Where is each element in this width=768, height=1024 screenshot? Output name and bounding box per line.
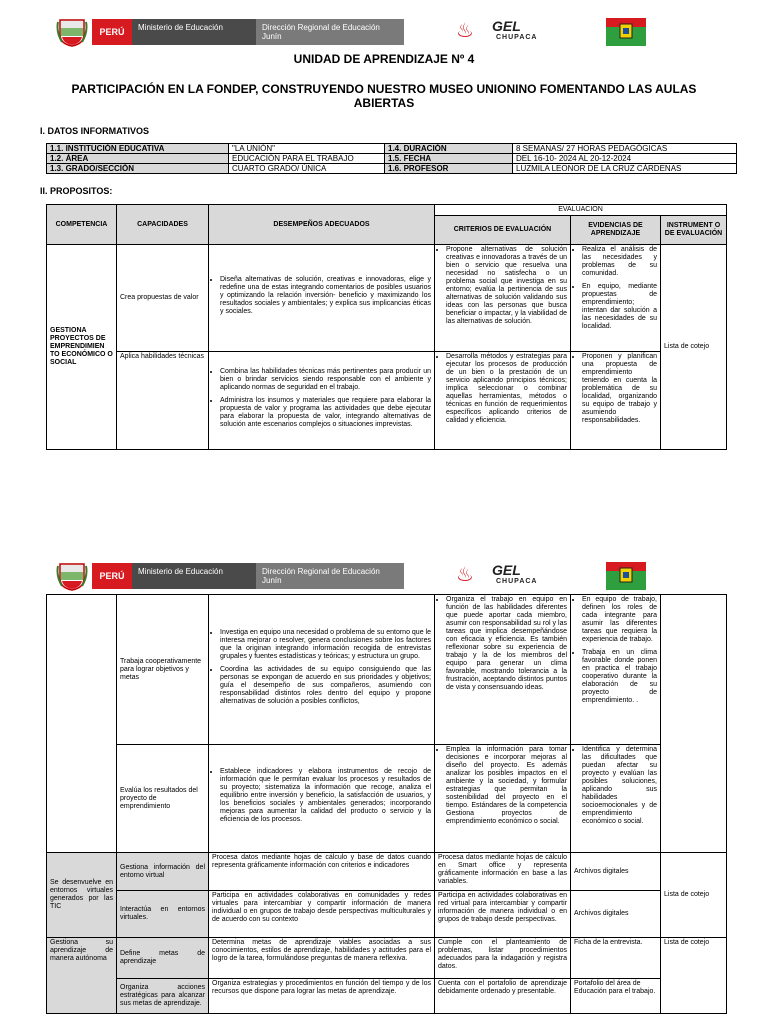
table-row (47, 352, 727, 450)
evidencia-cell (571, 245, 661, 352)
desempeno-cell (209, 745, 435, 853)
evidencia-cell (571, 745, 661, 853)
header-criterios: CRITERIOS DE EVALUACIÓN (435, 216, 571, 245)
table-row (47, 853, 727, 891)
table-row (47, 891, 727, 938)
page-header (0, 16, 768, 48)
datos-label: 1.3. GRADO/SECCIÓN (47, 164, 229, 174)
datos-row (47, 154, 737, 164)
evidencia-item: • Realiza el análisis de las necesidades y problemas de su comunidad. (582, 246, 657, 278)
desempeno-cell (209, 352, 435, 450)
capacidad-cell: Interactúa en entornos virtuales. (117, 891, 209, 938)
criterio-cell (435, 245, 571, 352)
competencia-cell: Se desenvuelve en entornos virtuales generados por las TIC (47, 853, 117, 938)
desempeno (212, 276, 431, 316)
desempeno-item: • Administra los insumos y materiales que requiere para elaborar la propuesta de valor y programa las actividades que debe ejecutar para elaborar la propuesta de valor, integrando alternativas de solución ante escenarios complejos o situaciones imprevistas. (220, 397, 431, 429)
page-title: UNIDAD DE APRENDIZAJE Nº 4 (293, 52, 475, 66)
criterio-cell: Cuenta con el portafolio de aprendizaje debidamente ordenado y presentable. (435, 979, 571, 1014)
datos-informativos-table (46, 143, 737, 174)
minedu-banner (92, 19, 404, 45)
evidencia-cell (571, 352, 661, 450)
ugel-logo (456, 16, 546, 48)
desempeno-item: • Diseña alternativas de solución, creativas e innovadoras, elige y redefine una de estas integrando comentarios de posibles usuarios y optimizando la relación inversión- beneficio y maximizando los resultados sociales y ambientales; y explica sus implicancias éticas y sociales. (220, 276, 431, 316)
ministerio-label: Ministerio de Educación (132, 563, 256, 589)
header-capacidades: CAPACIDADES (117, 205, 209, 245)
datos-label: 1.6. PROFESOR (385, 164, 513, 174)
header-evaluacion: EVALUACION (435, 205, 727, 216)
criterio (438, 746, 567, 826)
datos-row (47, 144, 737, 154)
evidencia-item: • En equipo de trabajo, definen los roles de cada integrante para asumir las diferentes tareas que requiera la experiencia de trabajo. (582, 596, 657, 644)
ugel-sub: CHUPACA (496, 578, 538, 585)
page-subtitle: PARTICIPACIÓN EN LA FONDEP, CONSTRUYENDO NUESTRO MUSEO UNIONINO FOMENTANDO LAS AULAS ABIERTAS (71, 82, 697, 110)
school-flag-icon (606, 16, 646, 48)
school-flag-icon (606, 560, 646, 592)
ugel-name: GEL (492, 18, 521, 34)
capacidad-cell: Define metas de aprendizaje (117, 938, 209, 979)
capacidad-cell: Trabaja cooperativamente para lograr objetivos y metas (117, 595, 209, 745)
peru-label: PERÚ (92, 563, 132, 589)
datos-label: 1.1. INSTITUCIÓN EDUCATIVA (47, 144, 229, 154)
desempeno (212, 768, 431, 824)
datos-value: DEL 16-10- 2024 AL 20-12-2024 (513, 154, 737, 164)
evidencia-cell (571, 595, 661, 745)
competencia-cell: Gestiona su aprendizaje de manera autónoma (47, 938, 117, 1014)
desempeno-cell: Determina metas de aprendizaje viables asociadas a sus conocimientos, estilos de aprendizaje, habilidades y actitudes para el logro de la tarea, formulándose preguntas de manera reflexiva. (209, 938, 435, 979)
table-row (47, 938, 727, 979)
desempeno-item: • Investiga en equipo una necesidad o problema de su entorno que le interesa mejorar o resolver, genera conclusiones sobre los factores que la originan integrando información recogida de entrevistas grupales y fuentes estadísticas y teóricas; y estructura un grupo. (220, 629, 431, 661)
evidencia-cell: Archivos digitales (571, 853, 661, 891)
desempeno-cell: Procesa datos mediante hojas de cálculo y base de datos cuando representa gráficamente información con criterios e indicadores (209, 853, 435, 891)
capacidad-cell: Gestiona información del entorno virtual (117, 853, 209, 891)
criterio-item: • Propone alternativas de solución creativas e innovadoras a través de un bien o servicio que resuelva una necesidad no satisfecha o un problema social que investiga en su entorno; evalúa la pertinencia de sus alternativas de solución validando sus ideas con las personas que busca beneficiar o impactar, y la viabilidad de las alternativas de solución. (446, 246, 567, 326)
header-evidencias: EVIDENCIAS DE APRENDIZAJE (571, 216, 661, 245)
desempeno-cell (209, 595, 435, 745)
minedu-banner (92, 563, 404, 589)
datos-label: 1.4. DURACIÓN (385, 144, 513, 154)
table-row (47, 745, 727, 853)
instrumento-cell: Lista de cotejo (661, 245, 727, 450)
ugel-sub: CHUPACA (496, 34, 538, 41)
capacidad-cell: Evalúa los resultados del proyecto de emprendimiento (117, 745, 209, 853)
page-1 (0, 0, 768, 470)
desempeno-cell: Organiza estrategias y procedimientos en función del tiempo y de los recursos que dispone para lograr las metas de aprendizaje. (209, 979, 435, 1014)
table-row (47, 979, 727, 1014)
capacidad-cell: Aplica habilidades técnicas (117, 352, 209, 450)
desempeno-item: • Coordina las actividades de su equipo consiguiendo que las personas se expongan de acuerdo en sus prioridades y objetivos; guía el desempeño de sus compañeros, asumiendo con responsabilidad distintos roles dentro del equipo y propone alternativas de solución a posibles conflictos, (220, 666, 431, 706)
criterio-item: • Emplea la información para tomar decisiones e incorporar mejoras al diseño del proyecto. Es además analizar los posibles impactos en el ambiente y la sociedad, y formular estrategias que permitan la sostenibilidad del proyecto en el tiempo. Estándares de la competencia Gestiona proyectos de emprendimiento económico o social. (446, 746, 567, 826)
header-desempenos: DESEMPEÑOS ADECUADOS (209, 205, 435, 245)
instrumento-cell: Lista de cotejo (661, 853, 727, 938)
instrumento-cell: Lista de cotejo (661, 938, 727, 1014)
header-instrumento: INSTRUMENT O DE EVALUACIÓN (661, 216, 727, 245)
capacidad-cell: Crea propuestas de valor (117, 245, 209, 352)
desempeno-cell: Participa en actividades colaborativas en comunidades y redes virtuales para intercambiar y compartir información de manera individual o en grupos de trabajo desde perspectivas multiculturales y de acuerdo con su contexto (209, 891, 435, 938)
criterio (438, 596, 567, 692)
evidencia-cell: Portafolio del área de Educación para el trabajo. (571, 979, 661, 1014)
criterio-cell: Procesa datos mediante hojas de cálculo en Smart office y representa gráficamente información en base a las variables. (435, 853, 571, 891)
table-row (47, 595, 727, 745)
peru-coat-of-arms-icon (56, 560, 88, 592)
criterio-cell: Cumple con el planteamiento de problemas, listar procedimientos adecuados para la indagación y registra datos. (435, 938, 571, 979)
criterio-item: • Organiza el trabajo en equipo en función de las habilidades diferentes que puede aportar cada miembro, asumir con responsabilidad su rol y las tareas que implica desempeñándose con eficacia y eficiencia. Es también reflexionar sobre su experiencia de trabajo y la de los miembros del equipo para generar un clima favorable, mostrando tolerancia a la frustración, aceptando distintos puntos de vista y consensuando ideas. (446, 596, 567, 692)
datos-value: "LA UNIÓN" (229, 144, 385, 154)
desempeno-item: • Establece indicadores y elabora instrumentos de recojo de información que le permitan evaluar los procesos y resultados de su proyecto; sistematiza la información que recoge, analiza el equilibrio entre inversión y beneficio, la satisfacción de usuarios, y los beneficios sociales y ambientales generados; incorporando mejoras para aumentar la calidad del producto o servicio y la eficiencia de los procesos. (220, 768, 431, 824)
ugel-flame-icon: ♨ (456, 20, 474, 42)
criterio-item: • Desarrolla métodos y estrategias para ejecutar los procesos de producción de un bien o la prestación de un servicio aplicando principios técnicos; implica seleccionar o combinar aquellas herramientas, métodos o técnicas en función de requerimientos específicos aplicando criterios de calidad y eficiencia. (446, 353, 567, 425)
datos-row (47, 164, 737, 174)
evidencia-item: • Trabaja en un clima favorable donde ponen en practica el trabajo cooperativo durante la elaboración de su proyecto de emprendimiento. . (582, 649, 657, 705)
datos-value: CUARTO GRADO/ ÚNICA (229, 164, 385, 174)
datos-value: EDUCACIÓN PARA EL TRABAJO (229, 154, 385, 164)
criterio (438, 246, 567, 326)
peru-coat-of-arms-icon (56, 16, 88, 48)
datos-value: 8 SEMANAS/ 27 HORAS PEDAGÓGICAS (513, 144, 737, 154)
evidencia-item: • Identifica y determina las dificultades que puedan afectar su proyecto y evalúan las posibles soluciones, aplicando sus habilidades socioemocionales y de emprendimiento económico o social. (582, 746, 657, 826)
direccion-label: Dirección Regional de Educación Junín (256, 563, 404, 589)
competencia-cell (47, 595, 117, 853)
header-competencia: COMPETENCIA (47, 205, 117, 245)
evidencia (574, 246, 657, 331)
criterio-cell: Participa en actividades colaborativas en red virtual para intercambiar y compartir información de manera individual o en grupos de trabajo desde perspectivas. (435, 891, 571, 938)
evidencia-cell: Ficha de la entrevista. (571, 938, 661, 979)
datos-value: LUZMILA LEONOR DE LA CRUZ CÁRDENAS (513, 164, 737, 174)
peru-label: PERÚ (92, 19, 132, 45)
capacidad-cell: Organiza acciones estratégicas para alcanzar sus metas de aprendizaje. (117, 979, 209, 1014)
direccion-label: Dirección Regional de Educación Junín (256, 19, 404, 45)
criterio-cell (435, 595, 571, 745)
criterio-cell (435, 745, 571, 853)
table-row (47, 245, 727, 352)
ugel-flame-icon: ♨ (456, 564, 474, 586)
desempeno (212, 368, 431, 429)
section-propositos-heading: II. PROPOSITOS: (40, 186, 113, 196)
page-header-2 (0, 560, 768, 592)
criterio (438, 353, 567, 425)
evidencia-item: • Proponen y planifican una propuesta de emprendimiento teniendo en cuenta la problemática de su localidad, organizando su equipo de trabajo y asumiendo responsabilidades. (582, 353, 657, 425)
datos-label: 1.5. FECHA (385, 154, 513, 164)
criterio-cell (435, 352, 571, 450)
section-datos-heading: I. DATOS INFORMATIVOS (40, 126, 150, 136)
evidencia-item: • En equipo, mediante propuestas de emprendimiento; intentan dar solución a las necesidades de su localidad. (582, 283, 657, 331)
desempeno (212, 629, 431, 706)
evidencia-cell: Archivos digitales (571, 891, 661, 938)
competencia-cell: GESTIONA PROYECTOS DE EMPRENDIMIEN TO ECONÓMICO O SOCIAL (47, 245, 117, 450)
evidencia (574, 353, 657, 425)
datos-label: 1.2. ÁREA (47, 154, 229, 164)
evidencia (574, 746, 657, 826)
page-2 (0, 556, 768, 1024)
ugel-name: GEL (492, 562, 521, 578)
desempeno-item: • Combina las habilidades técnicas más pertinentes para producir un bien o brindar servicios siendo responsable con el ambiente y aplicando normas de seguridad en el trabajo. (220, 368, 431, 392)
desempeno-cell (209, 245, 435, 352)
ministerio-label: Ministerio de Educación (132, 19, 256, 45)
instrumento-cell (661, 595, 727, 853)
evidencia (574, 596, 657, 705)
propositos-table (46, 204, 727, 450)
propositos-table-continued (46, 594, 727, 1014)
ugel-logo (456, 560, 546, 592)
